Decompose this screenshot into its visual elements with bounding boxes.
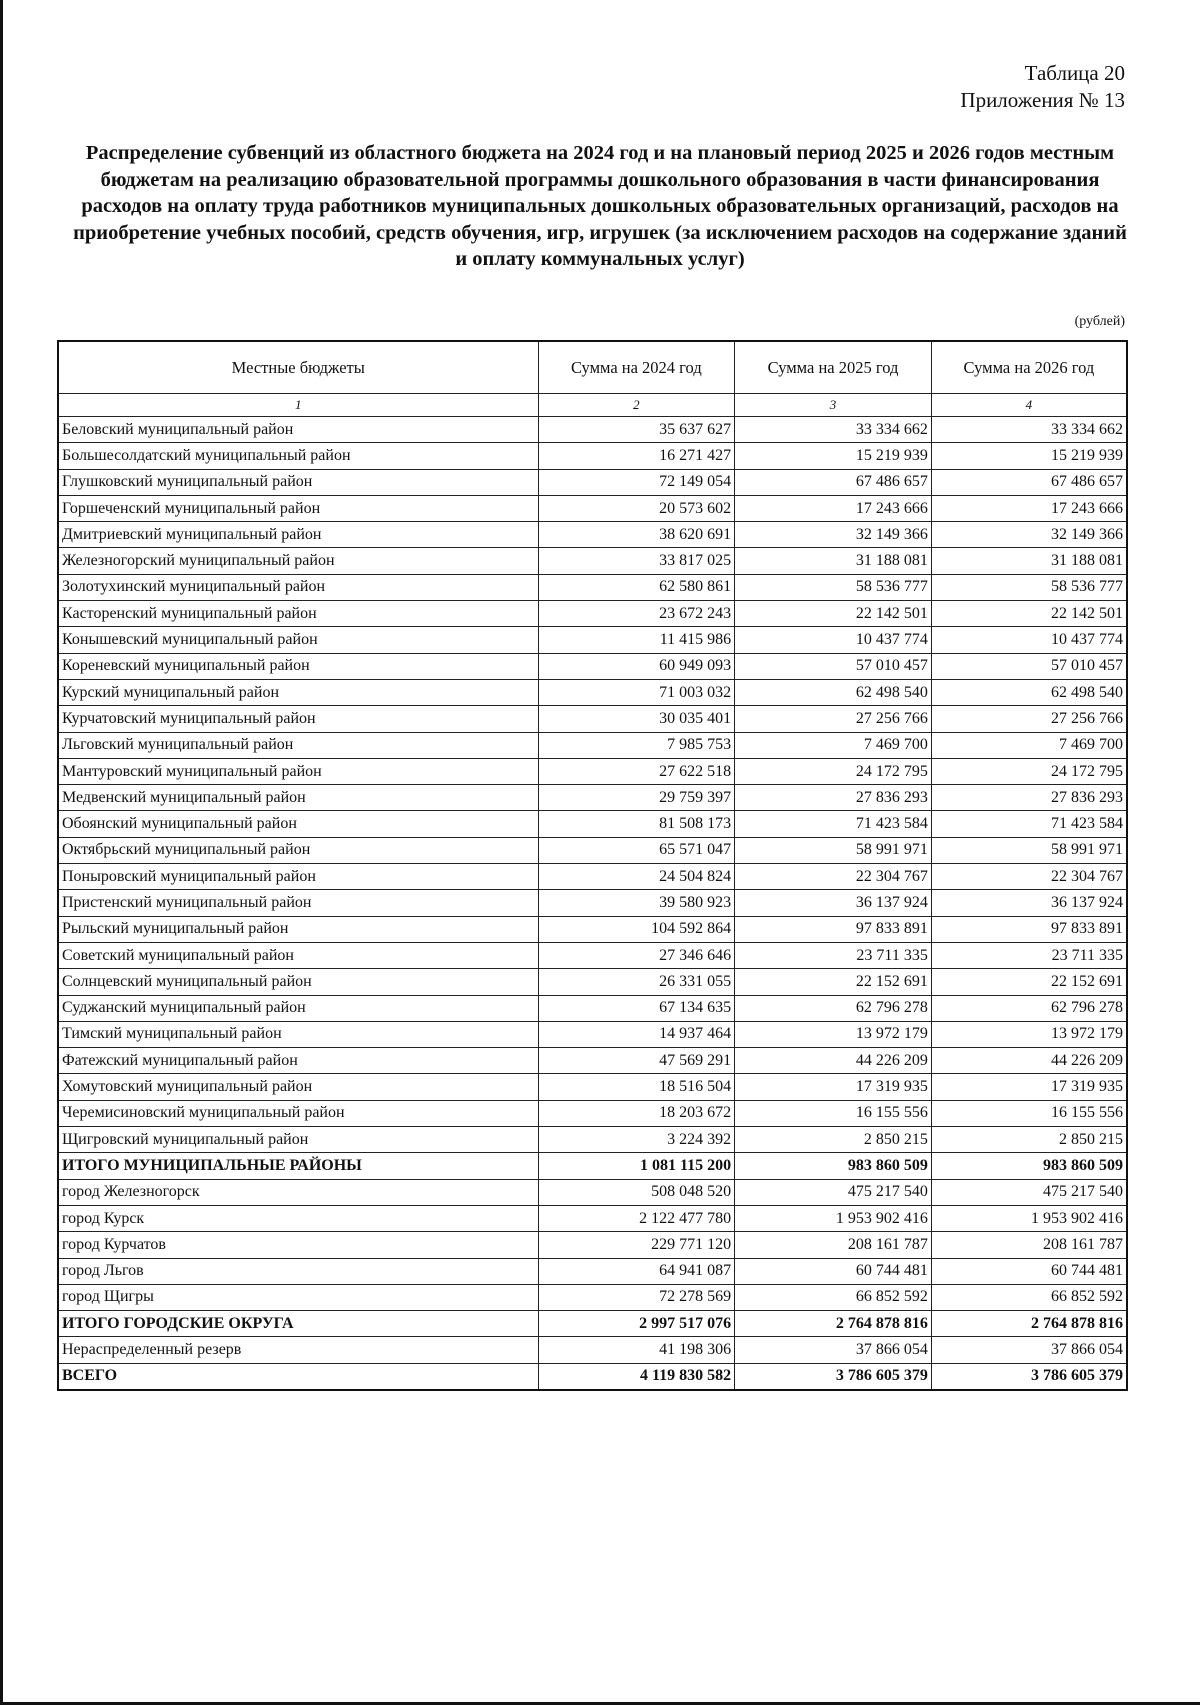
units-label: (рублей)	[1074, 314, 1125, 329]
cell-amount-2024: 35 637 627	[538, 417, 735, 443]
cell-amount-2025: 983 860 509	[735, 1153, 932, 1179]
cell-amount-2025: 57 010 457	[735, 653, 932, 679]
cell-budget-name: Льговский муниципальный район	[58, 732, 538, 758]
cell-amount-2026: 10 437 774	[931, 627, 1127, 653]
column-number-row	[58, 394, 1127, 417]
cell-budget-name: Черемисиновский муниципальный район	[58, 1100, 538, 1126]
cell-amount-2025: 32 149 366	[735, 522, 932, 548]
cell-budget-name: Солнцевский муниципальный район	[58, 969, 538, 995]
cell-amount-2024: 4 119 830 582	[538, 1363, 735, 1390]
cell-amount-2024: 104 592 864	[538, 916, 735, 942]
cell-amount-2026: 24 172 795	[931, 758, 1127, 784]
cell-amount-2025: 71 423 584	[735, 811, 932, 837]
table-row	[58, 890, 1127, 916]
cell-amount-2024: 62 580 861	[538, 574, 735, 600]
table-row	[58, 864, 1127, 890]
cell-amount-2026: 36 137 924	[931, 890, 1127, 916]
cell-budget-name: Суджанский муниципальный район	[58, 995, 538, 1021]
cell-budget-name: Касторенский муниципальный район	[58, 601, 538, 627]
cell-amount-2024: 229 771 120	[538, 1232, 735, 1258]
cell-budget-name: ИТОГО ГОРОДСКИЕ ОКРУГА	[58, 1311, 538, 1337]
cell-amount-2025: 17 319 935	[735, 1074, 932, 1100]
table-row	[58, 758, 1127, 784]
document-header	[960, 60, 1125, 114]
table-row	[58, 1127, 1127, 1153]
cell-amount-2026: 27 256 766	[931, 706, 1127, 732]
cell-budget-name: Октябрьский муниципальный район	[58, 837, 538, 863]
cell-amount-2025: 37 866 054	[735, 1337, 932, 1363]
table-row	[58, 942, 1127, 968]
cell-amount-2026: 1 953 902 416	[931, 1205, 1127, 1231]
table-row	[58, 785, 1127, 811]
cell-amount-2026: 2 764 878 816	[931, 1311, 1127, 1337]
cell-amount-2026: 66 852 592	[931, 1284, 1127, 1310]
cell-amount-2025: 58 536 777	[735, 574, 932, 600]
cell-amount-2025: 2 850 215	[735, 1127, 932, 1153]
column-header-budget: Местные бюджеты	[58, 341, 538, 394]
cell-budget-name: Курский муниципальный район	[58, 679, 538, 705]
cell-budget-name: ВСЕГО	[58, 1363, 538, 1390]
cell-amount-2024: 65 571 047	[538, 837, 735, 863]
cell-amount-2025: 36 137 924	[735, 890, 932, 916]
column-number: 3	[735, 394, 932, 417]
cell-amount-2024: 26 331 055	[538, 969, 735, 995]
cell-amount-2026: 67 486 657	[931, 469, 1127, 495]
cell-amount-2025: 1 953 902 416	[735, 1205, 932, 1231]
cell-amount-2026: 2 850 215	[931, 1127, 1127, 1153]
cell-amount-2026: 15 219 939	[931, 443, 1127, 469]
table-row	[58, 995, 1127, 1021]
cell-amount-2026: 208 161 787	[931, 1232, 1127, 1258]
cell-budget-name: Тимский муниципальный район	[58, 1021, 538, 1047]
table-row	[58, 627, 1127, 653]
cell-amount-2025: 60 744 481	[735, 1258, 932, 1284]
cell-amount-2024: 24 504 824	[538, 864, 735, 890]
appendix-label: Приложения № 13	[960, 88, 1125, 112]
cell-amount-2026: 62 796 278	[931, 995, 1127, 1021]
table-row	[58, 1232, 1127, 1258]
cell-amount-2026: 60 744 481	[931, 1258, 1127, 1284]
cell-amount-2025: 58 991 971	[735, 837, 932, 863]
cell-budget-name: Золотухинский муниципальный район	[58, 574, 538, 600]
cell-amount-2025: 67 486 657	[735, 469, 932, 495]
table-row	[58, 1337, 1127, 1363]
cell-budget-name: Дмитриевский муниципальный район	[58, 522, 538, 548]
total-row	[58, 1153, 1127, 1179]
cell-amount-2025: 27 256 766	[735, 706, 932, 732]
table-row	[58, 706, 1127, 732]
cell-amount-2024: 33 817 025	[538, 548, 735, 574]
cell-amount-2026: 37 866 054	[931, 1337, 1127, 1363]
cell-budget-name: Нераспределенный резерв	[58, 1337, 538, 1363]
cell-amount-2026: 983 860 509	[931, 1153, 1127, 1179]
cell-budget-name: Глушковский муниципальный район	[58, 469, 538, 495]
table-row	[58, 1179, 1127, 1205]
cell-amount-2025: 97 833 891	[735, 916, 932, 942]
cell-amount-2026: 33 334 662	[931, 417, 1127, 443]
table-header-row	[58, 341, 1127, 394]
cell-amount-2026: 31 188 081	[931, 548, 1127, 574]
cell-budget-name: ИТОГО МУНИЦИПАЛЬНЫЕ РАЙОНЫ	[58, 1153, 538, 1179]
table-row	[58, 1048, 1127, 1074]
cell-amount-2024: 47 569 291	[538, 1048, 735, 1074]
cell-amount-2025: 475 217 540	[735, 1179, 932, 1205]
table-row	[58, 916, 1127, 942]
document-title: Распределение субвенций из областного бюджета на 2024 год и на плановый период 2025 и 2026 годов местным бюджетам на реализацию образовательной программы дошкольного образования в части финансирования расходов на оплату труда работников муниципальных дошкольных образовательных организаций, расходов на приобретение учебных пособий, средств обучения, игр, игрушек (за исключением расходов на содержание зданий и оплату коммунальных услуг)	[73, 142, 1127, 270]
table-row	[58, 1100, 1127, 1126]
cell-amount-2024: 30 035 401	[538, 706, 735, 732]
cell-amount-2025: 22 142 501	[735, 601, 932, 627]
cell-budget-name: Поныровский муниципальный район	[58, 864, 538, 890]
table-row	[58, 574, 1127, 600]
table-row	[58, 1074, 1127, 1100]
table-row	[58, 1205, 1127, 1231]
cell-budget-name: город Льгов	[58, 1258, 538, 1284]
cell-amount-2025: 23 711 335	[735, 942, 932, 968]
cell-amount-2025: 3 786 605 379	[735, 1363, 932, 1390]
cell-amount-2026: 3 786 605 379	[931, 1363, 1127, 1390]
cell-amount-2026: 58 536 777	[931, 574, 1127, 600]
cell-amount-2026: 17 319 935	[931, 1074, 1127, 1100]
table-row	[58, 1284, 1127, 1310]
cell-amount-2025: 31 188 081	[735, 548, 932, 574]
cell-amount-2024: 39 580 923	[538, 890, 735, 916]
cell-budget-name: Медвенский муниципальный район	[58, 785, 538, 811]
cell-amount-2025: 2 764 878 816	[735, 1311, 932, 1337]
cell-amount-2024: 60 949 093	[538, 653, 735, 679]
cell-amount-2024: 2 122 477 780	[538, 1205, 735, 1231]
cell-amount-2025: 33 334 662	[735, 417, 932, 443]
column-number: 2	[538, 394, 735, 417]
cell-amount-2025: 62 498 540	[735, 679, 932, 705]
cell-budget-name: город Курск	[58, 1205, 538, 1231]
cell-amount-2025: 208 161 787	[735, 1232, 932, 1258]
cell-amount-2024: 20 573 602	[538, 495, 735, 521]
table-row	[58, 601, 1127, 627]
cell-budget-name: Мантуровский муниципальный район	[58, 758, 538, 784]
cell-budget-name: Хомутовский муниципальный район	[58, 1074, 538, 1100]
cell-amount-2024: 7 985 753	[538, 732, 735, 758]
cell-amount-2024: 1 081 115 200	[538, 1153, 735, 1179]
cell-amount-2025: 44 226 209	[735, 1048, 932, 1074]
cell-budget-name: Горшеченский муниципальный район	[58, 495, 538, 521]
column-header-2026: Сумма на 2026 год	[931, 341, 1127, 394]
table-row	[58, 495, 1127, 521]
cell-amount-2025: 15 219 939	[735, 443, 932, 469]
cell-amount-2026: 16 155 556	[931, 1100, 1127, 1126]
cell-amount-2026: 27 836 293	[931, 785, 1127, 811]
cell-budget-name: Обоянский муниципальный район	[58, 811, 538, 837]
cell-budget-name: город Железногорск	[58, 1179, 538, 1205]
cell-budget-name: Щигровский муниципальный район	[58, 1127, 538, 1153]
cell-amount-2024: 27 346 646	[538, 942, 735, 968]
cell-amount-2025: 22 152 691	[735, 969, 932, 995]
table-row	[58, 811, 1127, 837]
cell-amount-2024: 23 672 243	[538, 601, 735, 627]
table-row	[58, 417, 1127, 443]
cell-amount-2026: 23 711 335	[931, 942, 1127, 968]
column-number: 1	[58, 394, 538, 417]
cell-amount-2026: 22 304 767	[931, 864, 1127, 890]
table-label: Таблица 20	[1024, 61, 1125, 85]
cell-budget-name: Курчатовский муниципальный район	[58, 706, 538, 732]
column-number: 4	[931, 394, 1127, 417]
cell-amount-2024: 38 620 691	[538, 522, 735, 548]
cell-amount-2024: 16 271 427	[538, 443, 735, 469]
cell-budget-name: Советский муниципальный район	[58, 942, 538, 968]
cell-amount-2024: 18 516 504	[538, 1074, 735, 1100]
cell-amount-2024: 2 997 517 076	[538, 1311, 735, 1337]
cell-amount-2024: 67 134 635	[538, 995, 735, 1021]
cell-amount-2024: 11 415 986	[538, 627, 735, 653]
cell-amount-2024: 41 198 306	[538, 1337, 735, 1363]
cell-amount-2025: 10 437 774	[735, 627, 932, 653]
cell-budget-name: Большесолдатский муниципальный район	[58, 443, 538, 469]
table-row	[58, 1021, 1127, 1047]
cell-amount-2024: 3 224 392	[538, 1127, 735, 1153]
cell-amount-2026: 58 991 971	[931, 837, 1127, 863]
total-row	[58, 1363, 1127, 1390]
cell-amount-2024: 72 149 054	[538, 469, 735, 495]
cell-amount-2025: 62 796 278	[735, 995, 932, 1021]
cell-amount-2026: 13 972 179	[931, 1021, 1127, 1047]
cell-amount-2025: 27 836 293	[735, 785, 932, 811]
cell-budget-name: город Курчатов	[58, 1232, 538, 1258]
cell-amount-2026: 17 243 666	[931, 495, 1127, 521]
budget-table	[57, 340, 1128, 1391]
cell-budget-name: Рыльский муниципальный район	[58, 916, 538, 942]
cell-budget-name: Фатежский муниципальный район	[58, 1048, 538, 1074]
table-row	[58, 548, 1127, 574]
cell-budget-name: Кореневский муниципальный район	[58, 653, 538, 679]
scan-edge-left	[0, 0, 3, 1705]
total-row	[58, 1311, 1127, 1337]
cell-amount-2026: 22 152 691	[931, 969, 1127, 995]
cell-amount-2026: 7 469 700	[931, 732, 1127, 758]
cell-amount-2024: 64 941 087	[538, 1258, 735, 1284]
cell-amount-2026: 44 226 209	[931, 1048, 1127, 1074]
column-header-2024: Сумма на 2024 год	[538, 341, 735, 394]
cell-budget-name: Беловский муниципальный район	[58, 417, 538, 443]
cell-budget-name: Железногорский муниципальный район	[58, 548, 538, 574]
cell-amount-2024: 72 278 569	[538, 1284, 735, 1310]
table-row	[58, 469, 1127, 495]
cell-amount-2024: 18 203 672	[538, 1100, 735, 1126]
cell-budget-name: Пристенский муниципальный район	[58, 890, 538, 916]
cell-amount-2026: 475 217 540	[931, 1179, 1127, 1205]
cell-amount-2026: 32 149 366	[931, 522, 1127, 548]
cell-amount-2025: 66 852 592	[735, 1284, 932, 1310]
cell-amount-2026: 71 423 584	[931, 811, 1127, 837]
cell-amount-2026: 57 010 457	[931, 653, 1127, 679]
cell-amount-2025: 17 243 666	[735, 495, 932, 521]
cell-amount-2024: 508 048 520	[538, 1179, 735, 1205]
table-row	[58, 653, 1127, 679]
table-row	[58, 969, 1127, 995]
cell-amount-2025: 7 469 700	[735, 732, 932, 758]
cell-amount-2025: 22 304 767	[735, 864, 932, 890]
cell-amount-2024: 14 937 464	[538, 1021, 735, 1047]
table-row	[58, 1258, 1127, 1284]
table-row	[58, 522, 1127, 548]
cell-amount-2025: 13 972 179	[735, 1021, 932, 1047]
cell-amount-2024: 81 508 173	[538, 811, 735, 837]
table-row	[58, 837, 1127, 863]
cell-amount-2026: 22 142 501	[931, 601, 1127, 627]
cell-amount-2026: 97 833 891	[931, 916, 1127, 942]
cell-amount-2024: 27 622 518	[538, 758, 735, 784]
table-row	[58, 732, 1127, 758]
cell-amount-2026: 62 498 540	[931, 679, 1127, 705]
cell-amount-2025: 24 172 795	[735, 758, 932, 784]
cell-budget-name: город Щигры	[58, 1284, 538, 1310]
column-header-2025: Сумма на 2025 год	[735, 341, 932, 394]
cell-amount-2024: 29 759 397	[538, 785, 735, 811]
table-row	[58, 443, 1127, 469]
cell-amount-2025: 16 155 556	[735, 1100, 932, 1126]
table-row	[58, 679, 1127, 705]
cell-amount-2024: 71 003 032	[538, 679, 735, 705]
cell-budget-name: Конышевский муниципальный район	[58, 627, 538, 653]
